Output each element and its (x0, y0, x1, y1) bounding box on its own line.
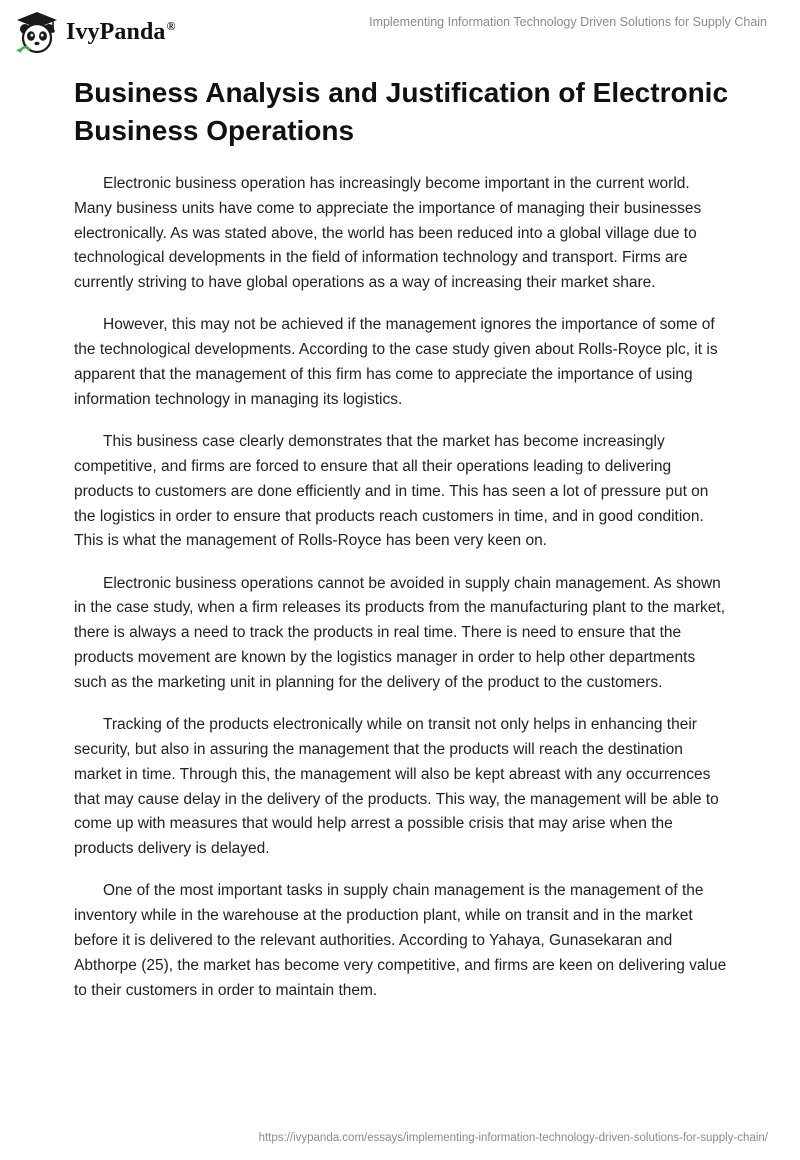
paragraph: This business case clearly demonstrates that the market has become increasingly competitive, and firms are forced to ensure that all their operations leading to delivering products to customers are done efficiently and in time. This has seen a lot of pressure put on the logistics in order to ensure that products reach customers in time, and in good condition. This is what the management of Rolls-Royce has been very keen on. (74, 433, 709, 550)
panda-graduate-icon (14, 9, 60, 55)
page-title: Business Analysis and Justification of Electronic Business Operations (74, 77, 729, 146)
document-title: Implementing Information Technology Driven Solutions for Supply Chain (369, 15, 767, 29)
paragraph: Tracking of the products electronically while on transit not only helps in enhancing their security, but also in assuring the management that the products will reach the destination market in time. Through this, the management will also be kept abreast with any occurrences that may cause delay in the delivery of the products. This way, the management will be able to come up with measures that would help arrest a possible crisis that may arise when the products delivery is delayed. (74, 716, 719, 858)
page-header (0, 0, 800, 60)
registered-mark: ® (166, 18, 176, 33)
article-body (74, 172, 730, 1021)
paragraph: Electronic business operation has increasingly become important in the current world. Many business units have come to appreciate the importance of managing their businesses electronically. As was stated above, the world has been reduced into a global village due to technological developments in the field of information technology and transport. Firms are currently striving to have global operations as a way of increasing their market share. (74, 175, 702, 292)
paragraph: One of the most important tasks in supply chain management is the management of the inventory while in the warehouse at the production plant, while on transit and in the market before it is delivered to the relevant authorities. According to Yahaya, Gunasekaran and Abthorpe (25), the market has become very competitive, and firms are keen on delivering value to their customers in order to maintain them. (74, 882, 727, 999)
ivypanda-logo[interactable] (14, 9, 176, 55)
paragraph: Electronic business operations cannot be avoided in supply chain management. As shown in the case study, when a firm releases its products from the manufacturing plant to the market, there is always a need to track the products in real time. There is need to ensure that the products movement are known by the logistics manager in order to help other departments such as the marketing unit in planning for the delivery of the product to the customers. (74, 574, 726, 691)
source-url[interactable]: https://ivypanda.com/essays/implementing-information-technology-driven-solutions-for-supply-chain/ (258, 1132, 768, 1144)
brand-name: IvyPanda® (66, 18, 176, 45)
paragraph: However, this may not be achieved if the management ignores the importance of some of the technological developments. According to the case study given about Rolls-Royce plc, it is apparent that the management of this firm has come to appreciate the importance of using information technology in managing its logistics. (74, 316, 718, 408)
